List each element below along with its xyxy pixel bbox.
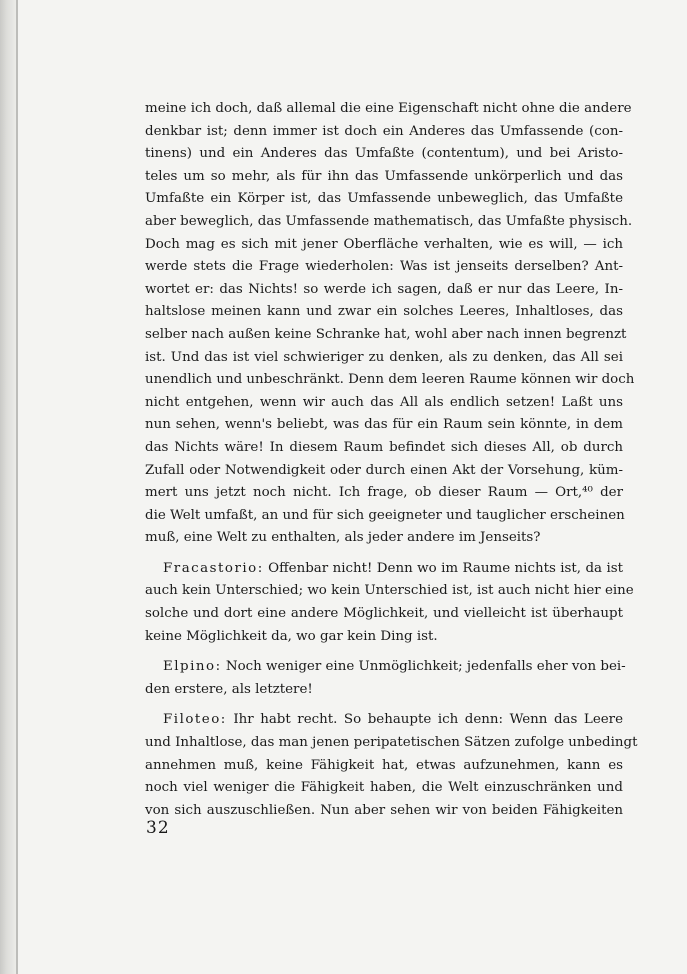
- text-line: auch kein Unterschied; wo kein Unterschied ist, ist auch nicht hier eine: [145, 583, 634, 599]
- text-line: [145, 709, 623, 732]
- text-line: muß, eine Welt zu enthalten, als jeder andere im Jenseits?: [145, 530, 541, 546]
- paragraph-1: [145, 98, 635, 550]
- text-line: meine ich doch, daß allemal die eine Eigenschaft nicht ohne die andere: [145, 101, 632, 116]
- speaker-name: Elpino:: [163, 659, 222, 675]
- text-line: werde stets die Frage wiederholen: Was ist jenseits derselben? Ant-: [145, 259, 623, 275]
- text-line: den erstere, als letztere!: [145, 681, 313, 697]
- text-line: von sich auszuschließen. Nun aber sehen wir von beiden Fähigkeiten: [145, 802, 623, 818]
- text-line: Umfaßte ein Körper ist, das Umfassende unbeweglich, das Umfaßte: [145, 191, 623, 207]
- page-binding-line: [16, 0, 18, 974]
- speaker-name: Fracastorio:: [163, 560, 264, 576]
- page-number: 32: [146, 818, 170, 838]
- text-line: Zufall oder Notwendigkeit oder durch einen Akt der Vorsehung, küm-: [145, 462, 623, 478]
- text-line: [145, 656, 626, 679]
- page-body-text: [145, 98, 638, 822]
- text-line: aber beweglich, das Umfassende mathematisch, das Umfaßte physisch.: [145, 213, 633, 229]
- text-line: nun sehen, wenn's beliebt, was das für ein Raum sein könnte, in dem: [145, 417, 623, 433]
- text-line: unendlich und unbeschränkt. Denn dem leeren Raume können wir doch: [145, 372, 635, 388]
- text-line: solche und dort eine andere Möglichkeit, und vielleicht ist überhaupt: [145, 606, 623, 622]
- text-line: keine Möglichkeit da, wo gar kein Ding ist.: [145, 628, 438, 644]
- text-line: denkbar ist; denn immer ist doch ein Anderes das Umfassende (con-: [145, 123, 623, 139]
- speaker-name: Filoteo:: [163, 712, 227, 728]
- paragraph-gap: [145, 701, 623, 709]
- speech-text: Noch weniger eine Unmöglichkeit; jedenfalls eher von bei-: [221, 659, 626, 675]
- speech-text: Offenbar nicht! Denn wo im Raume nichts ist, da ist: [263, 560, 623, 576]
- text-line: die Welt umfaßt, an und für sich geeigneter und tauglicher erscheinen: [145, 507, 625, 523]
- paragraph-filoteo: [145, 709, 638, 822]
- text-line: annehmen muß, keine Fähigkeit hat, etwas aufzunehmen, kann es: [145, 757, 623, 773]
- text-line: und Inhaltlose, das man jenen peripatetischen Sätzen zufolge unbedingt: [145, 735, 638, 751]
- text-line: selber nach außen keine Schranke hat, wohl aber nach innen begrenzt: [145, 326, 627, 342]
- speech-text: Ihr habt recht. So behaupte ich denn: Wenn das Leere: [226, 712, 623, 728]
- paragraph-fracastorio: [145, 558, 634, 648]
- text-line: noch viel weniger die Fähigkeit haben, die Welt einzuschränken und: [145, 780, 623, 796]
- paragraph-elpino: [145, 656, 626, 701]
- paragraph-gap: [145, 648, 623, 656]
- text-line: nicht entgehen, wenn wir auch das All als endlich setzen! Laßt uns: [145, 394, 623, 410]
- text-line: das Nichts wäre! In diesem Raum befindet sich dieses All, ob durch: [145, 439, 623, 455]
- text-line: [145, 558, 623, 581]
- text-line: mert uns jetzt noch nicht. Ich frage, ob dieser Raum — Ort,⁴⁰ der: [145, 485, 623, 501]
- text-line: teles um so mehr, als für ihn das Umfassende unkörperlich und das: [145, 168, 623, 184]
- text-line: Doch mag es sich mit jener Oberfläche verhalten, wie es will, — ich: [145, 236, 623, 252]
- page-binding-edge: [0, 0, 16, 974]
- text-line: wortet er: das Nichts! so werde ich sagen, daß er nur das Leere, In-: [145, 281, 623, 297]
- text-line: haltslose meinen kann und zwar ein solches Leeres, Inhaltloses, das: [145, 304, 623, 320]
- text-line: ist. Und das ist viel schwieriger zu denken, als zu denken, das All sei: [145, 349, 623, 365]
- paragraph-gap: [145, 550, 623, 558]
- text-line: tinens) und ein Anderes das Umfaßte (contentum), und bei Aristo-: [145, 146, 623, 162]
